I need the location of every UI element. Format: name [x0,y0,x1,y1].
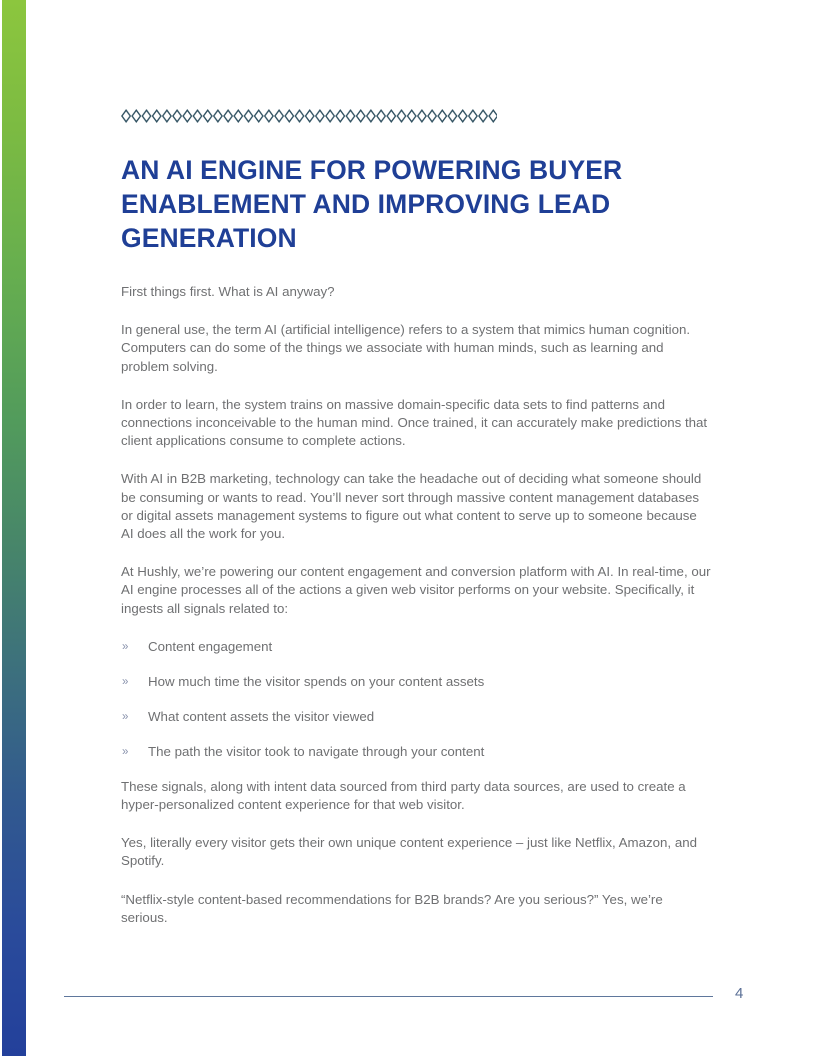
list-item-label: What content assets the visitor viewed [148,708,375,724]
list-item [121,708,711,725]
guillemet-bullet-icon: » [122,675,129,688]
guillemet-bullet-icon: » [122,745,129,758]
list-item-label: The path the visitor took to navigate through your content [148,743,485,759]
list-item-label: How much time the visitor spends on your content assets [148,673,485,689]
guillemet-bullet-icon: » [122,640,129,653]
page-number: 4 [735,985,744,1002]
paragraph-ai-definition: In general use, the term AI (artificial intelligence) refers to a system that mimics human cognition. Computers can do some of the things we associate with human minds, such as learning and problem solving. [121,322,691,374]
list-item [121,743,711,760]
signals-list [121,638,711,760]
article-body [121,283,711,947]
paragraph-training: In order to learn, the system trains on massive domain-specific data sets to find patterns and connections inconceivable to the human mind. Once trained, it can accurately make predictions that client applications consume to complete actions. [121,396,708,449]
left-accent-gradient-bar [2,0,26,1056]
page-title: AN AI ENGINE FOR POWERING BUYER ENABLEMENT AND IMPROVING LEAD GENERATION [121,155,623,253]
list-item [121,638,711,655]
paragraph-b2b-marketing: With AI in B2B marketing, technology can take the headache out of deciding what someone should be consuming or wants to read. You’ll never sort through massive content management databases or digital assets management systems to figure out what content to serve up to someone because AI does all the work for you. [121,471,702,542]
paragraph-unique-experience: Yes, literally every visitor gets their own unique content experience – just like Netflix, Amazon, and Spotify. [121,835,698,869]
diamond-divider-ornament [121,108,497,124]
paragraph-netflix-quote: “Netflix-style content-based recommendations for B2B brands? Are you serious?” Yes, we’re serious. [121,891,663,925]
paragraph-intro-question: First things first. What is AI anyway? [121,284,335,299]
paragraph-hushly-platform: At Hushly, we’re powering our content engagement and conversion platform with AI. In real-time, our AI engine processes all of the actions a given web visitor performs on your website. Specifically, it ingests all signals related to: [121,564,711,616]
paragraph-signals-summary: These signals, along with intent data sourced from third party data sources, are used to create a hyper-personalized content experience for that web visitor. [121,778,686,813]
list-item-label: Content engagement [148,638,273,654]
footer-divider-rule [64,996,713,997]
list-item [121,673,711,690]
guillemet-bullet-icon: » [122,710,129,723]
